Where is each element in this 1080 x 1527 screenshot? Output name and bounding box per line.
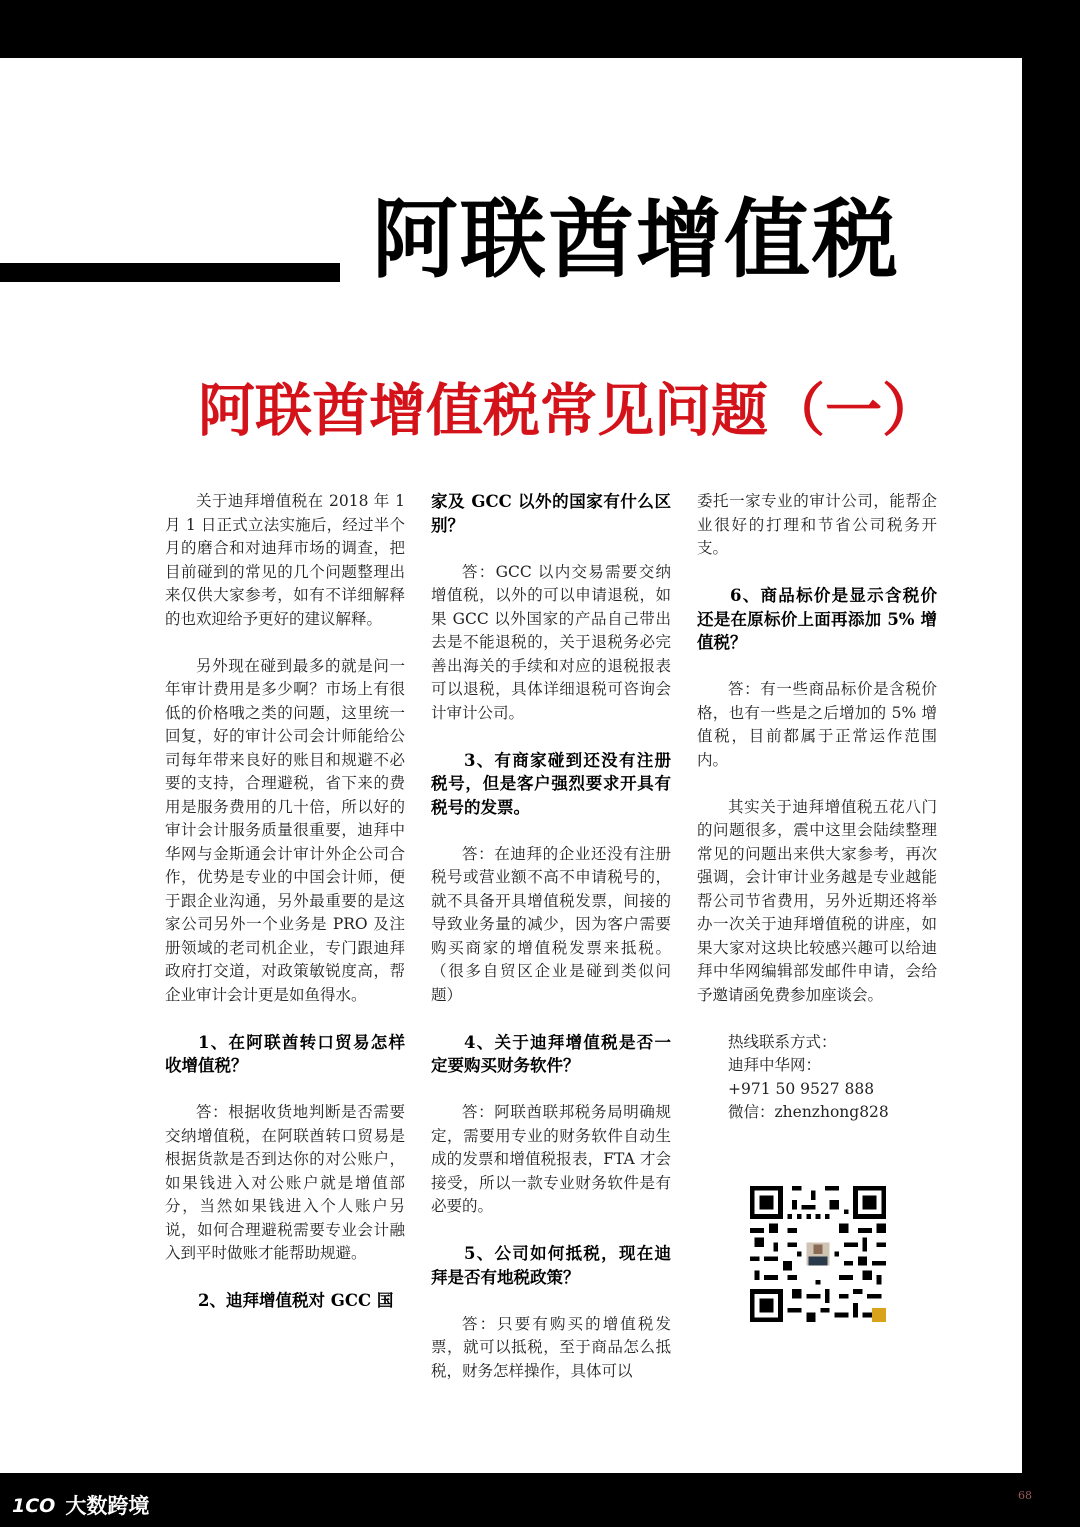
page-number: 68	[1018, 1489, 1032, 1502]
answer-4: 答：阿联酋联邦税务局明确规定，需要用专业的财务软件自动生成的发票和增值税报表，FTA 才会接受，所以一款专业财务软件是有必要的。	[431, 1103, 671, 1215]
contact-phone: +971 50 9527 888	[728, 1079, 875, 1098]
answer-6: 答：有一些商品标价是含税价格，也有一些是之后增加的 5% 增值税，目前都属于正常运作范围内。	[697, 680, 937, 769]
magazine-page	[0, 58, 1022, 1473]
title-bar	[0, 263, 340, 282]
column-2	[431, 490, 671, 1440]
answer-5-end: 委托一家专业的审计公司，能帮企业很好的打理和节省公司税务开支。	[697, 492, 937, 557]
question-5: 5、公司如何抵税，现在迪拜是否有地税政策？	[431, 1244, 671, 1287]
watermark-logo	[12, 1492, 149, 1520]
question-4: 4、关于迪拜增值税是否一定要购买财务软件？	[431, 1032, 671, 1075]
intro-paragraph: 关于迪拜增值税在 2018 年 1 月 1 日正式立法实施后，经过半个月的磨合和对迪拜市场的调查，把目前碰到的常见的几个问题整理出来仅供大家参考，如有不详细解释的也欢迎给予更好的建议解释。	[165, 492, 405, 628]
audit-fee-paragraph: 另外现在碰到最多的就是问一年审计费用是多少啊？市场上有很低的价格哦之类的问题，这里统一回复，好的审计公司会计师能给公司每年带来良好的账目和规避不必要的支持，合理避税，省下来的费用是服务费用的几十倍，所以好的审计会计服务质量很重要，迪拜中华网与金斯通会计审计外企公司合作，优势是专业的中国会计师，便于跟企业沟通，另外最重要的是这家公司另外一个业务是 PRO 及注册领域的老司机企业，专门跟迪拜政府打交道，对政策敏锐度高，帮企业审计会计更是如鱼得水。	[165, 656, 405, 1004]
answer-3: 答：在迪拜的企业还没有注册税号或营业额不高不申请税号的，就不具备开具增值税发票，间接的导致业务量的减少，因为客户需要购买商家的增值税发票来抵税。（很多自贸区企业是碰到类似问题）	[431, 844, 671, 1004]
question-3: 3、有商家碰到还没有注册税号，但是客户强烈要求开具有税号的发票。	[431, 750, 671, 817]
answer-1: 答：根据收货地判断是否需要交纳增值税，在阿联酋转口贸易是根据货款是否到达你的对公账户，如果钱进入对公账户就是增值部分，当然如果钱进入个人账户另说，如何合理避税需要专业会计融入到平时做账才能帮助规避。	[165, 1103, 405, 1262]
answer-2: 答：GCC 以内交易需要交纳增值税，以外的可以申请退税，如果 GCC 以外国家的产品自己带出去是不能退税的，关于退税务必完善出海关的手续和对应的退税报表可以退税，具体详细退税可咨询会计审计公司。	[431, 562, 671, 722]
column-1	[165, 490, 405, 1440]
qr-code-icon[interactable]	[750, 1186, 886, 1322]
main-title: 阿联酋增值税	[372, 190, 900, 290]
logo-text: 大数跨境	[65, 1494, 150, 1518]
contact-org: 迪拜中华网：	[728, 1056, 822, 1074]
question-2-end: 家及 GCC 以外的国家有什么区别？	[431, 492, 671, 535]
answer-5-start: 答：只要有购买的增值税发票，就可以抵税，至于商品怎么抵税，财务怎样操作，具体可以	[431, 1314, 671, 1380]
question-1: 1、在阿联酋转口贸易怎样收增值税？	[165, 1032, 405, 1075]
sub-title: 阿联酋增值税常见问题（一）	[198, 377, 939, 444]
contact-label: 热线联系方式：	[728, 1032, 837, 1051]
contact-wechat: 微信：zhenzhong828	[728, 1103, 889, 1121]
closing-paragraph: 其实关于迪拜增值税五花八门的问题很多，震中这里会陆续整理常见的问题出来供大家参考，再次强调，会计审计业务越是专业越能帮公司节省费用，另外近期还将举办一次关于迪拜增值税的讲座，如果大家对这块比较感兴趣可以给迪拜中华网编辑部发邮件申请，会给予邀请函免费参加座谈会。	[697, 797, 937, 1004]
logo-mark: 1CO	[12, 1495, 56, 1517]
question-6: 6、商品标价是显示含税价还是在原标价上面再添加 5% 增值税？	[697, 586, 937, 652]
question-2-start: 2、迪拜增值税对 GCC 国	[198, 1291, 394, 1310]
